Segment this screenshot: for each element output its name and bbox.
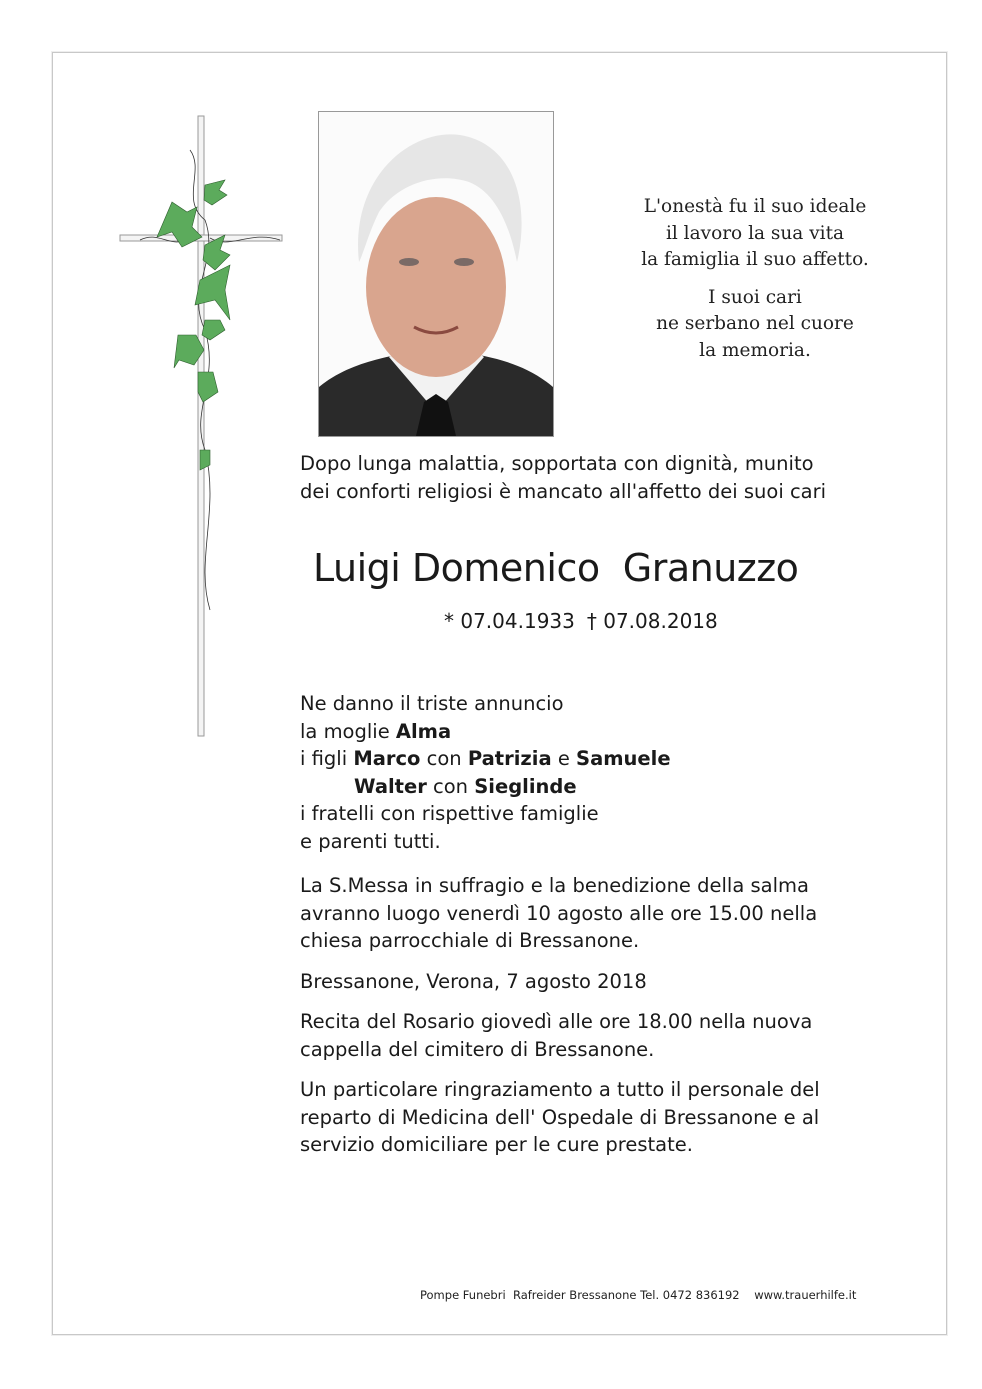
text: i figli [300, 747, 354, 770]
relative-name: Alma [395, 719, 452, 743]
quote-line: il lavoro la sua vita [665, 222, 845, 244]
place-date [300, 968, 820, 996]
rosary-info [300, 1008, 820, 1063]
mass-line: La S.Messa in suffragio e la benedizione della salma [300, 874, 809, 897]
family-announcement [300, 690, 671, 855]
relative-name: Patrizia [467, 747, 552, 770]
relative-name: Marco [353, 747, 421, 770]
intro-line: Dopo lunga malattia, sopportata con dignità, munito [300, 452, 814, 475]
text: con [426, 774, 475, 798]
text: la moglie [300, 719, 396, 743]
place-date-line: Bressanone, Verona, 7 agosto 2018 [300, 969, 647, 993]
text: con [420, 747, 468, 770]
family-line: Ne danno il triste annuncio [300, 692, 564, 715]
funeral-home-footer: Pompe Funebri Rafreider Bressanone Tel. 0472 836192 www.trauerhilfe.it [420, 1288, 857, 1302]
family-line: i fratelli con rispettive famiglie [300, 802, 599, 825]
family-line [300, 773, 671, 801]
quote-line: ne serbano nel cuore [656, 313, 854, 334]
life-dates [444, 609, 730, 633]
intro-text [300, 450, 826, 505]
thanks-line: reparto di Medicina dell' Ospedale di Bressanone e al [300, 1105, 820, 1129]
quote-line: la memoria. [699, 339, 811, 361]
rosary-line: Recita del Rosario giovedì alle ore 18.00 nella nuova [300, 1010, 813, 1033]
family-line [300, 718, 671, 746]
family-line [300, 745, 671, 773]
portrait-photo [318, 111, 554, 437]
thanks-line: Un particolare ringraziamento a tutto il personale del [300, 1078, 820, 1101]
birth-date: * 07.04.1933 [444, 609, 575, 633]
death-date: † 07.08.2018 [586, 609, 718, 633]
details [300, 872, 820, 1172]
mass-info [300, 872, 820, 955]
relative-name: Samuele [576, 747, 671, 770]
relative-name: Walter [354, 774, 427, 798]
family-line: e parenti tutti. [300, 829, 441, 853]
rosary-line: cappella del cimitero di Bressanone. [300, 1037, 655, 1061]
mass-line: avranno luogo venerdì 10 agosto alle ore 15.00 nella [300, 901, 818, 925]
text: e [551, 747, 577, 770]
relative-name: Sieglinde [474, 774, 577, 798]
quote-line: L'onestà fu il suo ideale [643, 196, 867, 217]
cross-with-ivy-icon [110, 110, 310, 750]
memorial-quote [620, 194, 890, 375]
thanks-info [300, 1076, 820, 1159]
thanks-line: servizio domiciliare per le cure prestate. [300, 1133, 693, 1156]
quote-line: la famiglia il suo affetto. [641, 249, 869, 270]
intro-line: dei conforti religiosi è mancato all'affetto dei suoi cari [300, 479, 827, 503]
deceased-name: Luigi Domenico Granuzzo [313, 546, 799, 590]
quote-line: I suoi cari [708, 286, 802, 308]
mass-line: chiesa parrocchiale di Bressanone. [300, 929, 640, 952]
